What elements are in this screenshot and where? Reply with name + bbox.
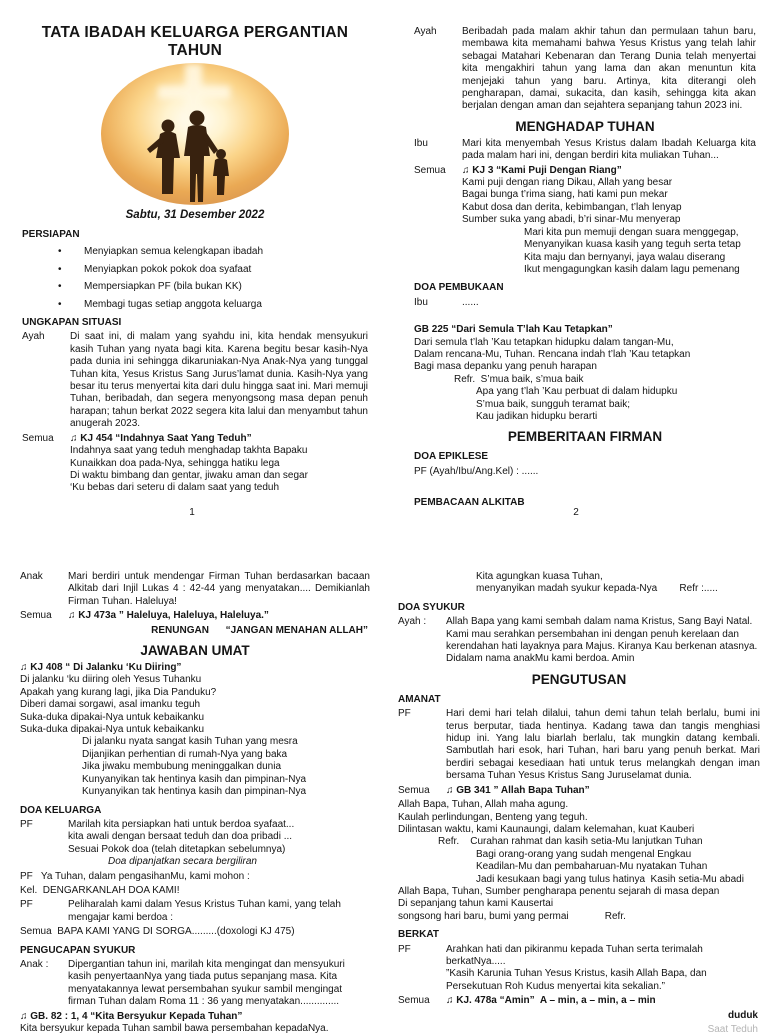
text-line: Indahnya saat yang teduh menghadap takhta Bapaku [70, 445, 308, 457]
role-label: Anak : [20, 958, 49, 970]
page-4-content [384, 565, 768, 1036]
section-heading: UNGKAPAN SITUASI [22, 317, 122, 329]
section-heading: DOA SYUKUR [398, 601, 465, 613]
text-line: ‘Ku bebas dari seteru di dalam saat yang teduh [70, 482, 280, 494]
role-lines [462, 26, 756, 113]
text-line: Hari demi hari telah dilalui, tahun demi tahun telah berlalu, bumi ini terus berputar, tiada hentinya. Kadang tawa dan tangis menghiasi hidup ini. Yang lalu biarlah berlalu, tak mungkin datang kembali. Sambutlah hari esok, hari Tuhan, hari baru yang penuh berkat. Mari berdiri sebagai kesediaan hati untuk terus melangkah dengan iman bersama Tuhan Yesus Kristus Sang Juruselamat dunia. [446, 708, 760, 782]
paragraph [398, 1024, 760, 1036]
text-line: Diberi damai sorgawi, asal imanku teguh [20, 699, 201, 711]
role-lines [462, 297, 756, 309]
role-lines [446, 708, 760, 782]
text-line: Mari berdiri untuk mendengar Firman Tuhan berdasarkan bacaan Alkitab dari Injil Lukas 4 : 42-44 yang menyatakan.... Demikianlah Firman Tuhan. Haleluya! [68, 571, 370, 607]
text-line: ...... [462, 296, 479, 308]
role-lines [68, 571, 370, 608]
role-paragraph [20, 571, 370, 608]
page-3 [0, 565, 384, 1034]
text-line: Dalam rencana-Mu, Tuhan. Rencana indah t’lah ’Kau tetapkan [414, 348, 691, 360]
text-line: Di waktu bimbang dan gentar, jiwaku aman dan segar [70, 469, 308, 481]
text-line: Arahkan hati dan pikiranmu kepada Tuhan serta terimalah berkatNya..... [446, 943, 706, 967]
role-lines [446, 944, 760, 994]
family-photo [22, 62, 368, 206]
page-number-1: 1 [189, 507, 195, 518]
role-label: Ibu [414, 296, 428, 308]
bullet-text: Menyiapkan pokok pokok doa syafaat [84, 263, 252, 275]
text-line: Refr. S’mua baik, s’mua baik [454, 373, 584, 385]
paragraph [414, 466, 756, 478]
role-paragraph [20, 610, 370, 622]
text-line: ♫ KJ 3 “Kami Puji Dengan Riang” [462, 164, 622, 176]
text-line: ♫ KJ 454 “Indahnya Saat Yang Teduh” [70, 432, 252, 444]
text-line: Peliharalah kami dalam Yesus Kristus Tuhan kami, yang telah mengajar kami berdoa : [68, 899, 344, 923]
text-line: Allah Bapa yang kami sembah dalam nama Kristus, Sang Bayi Natal. Kami mau serahkan persembahan ini dengan penuh kerelaan dan kerendahan hati layaknya para Majus. Kiranya Kau berkenan atasnya. Didalam nama anakMu kami berdoa. Amin [446, 616, 761, 665]
text-line: menyanyikan madah syukur kepada-Nya Refr :..... [476, 583, 718, 595]
bullet-text: Menyiapkan semua kelengkapan ibadah [84, 246, 264, 258]
text-line: Di saat ini, di malam yang syahdu ini, kita hendak mensyukuri kasih Tuhan yang nyata bagi kita. Karena begitu besar kasih-Nya pada dunia ini sehingga dikaruniakan-Nya Anak-Nya yang tunggal Tuhan kita, Yesus Kristus Sang Jurus’lamat dunia. Kasih-Nya yang besar itu terus menyertai kita dari dulu hingga saat ini. Mari memuji Tuhan, beribadah, dan segera menyongsong masa depan penuh harapan; tahun berkat 2022 segera kita lalui dan menyambut tahun anugerah 2023. [70, 331, 368, 430]
text-line: Semua BAPA KAMI YANG DI SORGA.........(doxologi KJ 475) [20, 926, 295, 938]
role-label: PF [20, 899, 33, 911]
role-paragraph [20, 959, 370, 1009]
role-lines [446, 616, 760, 666]
paragraph [20, 871, 370, 883]
bullet-icon: • [58, 246, 62, 258]
text-line: Kau jadikan hidupku berarti [476, 410, 598, 422]
role-lines [68, 819, 370, 869]
paragraph [20, 926, 370, 938]
paragraph [414, 324, 756, 423]
text-line: Bagi orang-orang yang sudah mengenal Engkau [476, 848, 692, 860]
bullet-item [22, 281, 368, 293]
role-label: PF [398, 943, 411, 955]
text-line: Jika jiwaku membubung meninggalkan dunia [82, 761, 282, 773]
text-line: ♫ GB 341 ” Allah Bapa Tuhan” [446, 784, 590, 796]
text-line: Kami puji dengan riang Dikau, Allah yang besar [462, 177, 673, 189]
text-line: GB 225 “Dari Semula T’lah Kau Tetapkan” [414, 324, 613, 336]
paragraph [20, 662, 370, 798]
liturgy-part-heading: JAWABAN UMAT [140, 643, 250, 659]
page-number-2: 2 [573, 507, 579, 518]
role-lines [68, 610, 370, 622]
role-lines [70, 433, 368, 495]
text-line: Marilah kita persiapkan hati untuk berdoa syafaat... [68, 818, 295, 830]
role-lines [68, 959, 370, 1009]
text-line: Apa yang t’lah ’Kau perbuat di dalam hidupku [476, 386, 678, 398]
text-line: Bagai bunga t’rima siang, hati kami pun mekar [462, 189, 668, 201]
role-label: Semua [398, 995, 430, 1007]
text-line: Saat Teduh [707, 1024, 758, 1035]
paragraph [20, 625, 370, 637]
role-lines [68, 899, 370, 924]
text-line: Refr. Curahan rahmat dan kasih setia-Mu lanjutkan Tuhan [438, 836, 703, 848]
text-line: RENUNGAN “JANGAN MENAHAN ALLAH” [151, 624, 368, 636]
family-photo-svg [100, 62, 290, 206]
text-line: Dari semula t’lah ’Kau tetapkan hidupku dalam tangan-Mu, [414, 336, 674, 348]
liturgy-part-heading: PEMBERITAAN FIRMAN [507, 429, 663, 445]
section-heading: DOA KELUARGA [20, 804, 102, 816]
text-line: Di jalanku ‘ku diiring oleh Yesus Tuhanku [20, 674, 202, 686]
bullet-list [22, 246, 368, 311]
bullet-item [22, 264, 368, 276]
text-line: Mari kita pun memuji dengan suara menggegap, [524, 226, 739, 238]
liturgy-part-heading: PENGUTUSAN [531, 671, 627, 687]
role-label: PF [20, 818, 33, 830]
text-line: Mari kita menyembah Yesus Kristus dalam Ibadah Keluarga kita pada malam hari ini, dengan berdiri kita muliakan Tuhan... [462, 137, 756, 162]
liturgy-part-heading: MENGHADAP TUHAN [515, 118, 655, 134]
section-heading: PENGUCAPAN SYUKUR [20, 944, 136, 956]
text-line: Menyanyikan kuasa kasih yang teguh serta tetap [524, 239, 741, 251]
paragraph [398, 1010, 760, 1022]
role-lines [462, 165, 756, 277]
text-line: PF (Ayah/Ibu/Ang.Kel) : ...... [414, 465, 539, 477]
paragraph [20, 885, 370, 897]
role-paragraph [20, 819, 370, 869]
bullet-text: Membagi tugas setiap anggota keluarga [84, 298, 262, 310]
text-line: Di sepanjang tahun kami Kausertai [398, 898, 554, 910]
role-label: Semua [414, 164, 446, 176]
role-paragraph [414, 165, 756, 277]
page-2 [384, 0, 768, 565]
bullet-item [22, 246, 368, 258]
text-line: ♫ KJ 408 “ Di Jalanku ‘Ku Diiring” [20, 662, 182, 674]
role-paragraph [414, 26, 756, 113]
bullet-icon: • [58, 298, 62, 310]
bullet-item [22, 299, 368, 311]
text-line: Kunyanyikan tak hentinya kasih dan pimpinan-Nya [82, 786, 307, 798]
text-line: Suka-duka dipakai-Nya untuk kebaikanku [20, 711, 204, 723]
text-line: Apakah yang kurang lagi, jika Dia Panduku? [20, 686, 217, 698]
text-line: PF Ya Tuhan, dalam pengasihanMu, kami mohon : [20, 870, 250, 882]
text-line: songsong hari baru, bumi yang permai Refr. [398, 910, 626, 922]
text-line: Sumber suka yang abadi, b’ri sinar-Mu menyerap [462, 214, 681, 226]
spacer [414, 478, 756, 491]
text-line: ♫ KJ. 478a “Amin” A – min, a – min, a – min [446, 995, 656, 1007]
section-heading: BERKAT [398, 929, 439, 941]
section-heading: DOA PEMBUKAAN [414, 282, 504, 294]
text-line: Doa dipanjatkan secara bergiliran [108, 856, 257, 868]
section-heading: PERSIAPAN [22, 229, 80, 240]
role-label: Semua [20, 610, 52, 622]
text-line: Sesuai Pokok doa (telah ditetapkan sebelumnya) [68, 843, 286, 855]
document-date: Sabtu, 31 Desember 2022 [125, 209, 265, 221]
role-paragraph [398, 995, 760, 1007]
role-paragraph [398, 616, 760, 666]
text-line: Jadi kesukaan bagi yang tulus hatinya Kasih setia-Mu abadi [476, 873, 744, 885]
text-line: Kita bersyukur kepada Tuhan sambil bawa persembahan kepadaNya. [20, 1023, 329, 1034]
role-paragraph [22, 433, 368, 495]
text-line: ♫ KJ 473a ” Haleluya, Haleluya, Haleluya.” [68, 610, 269, 622]
role-paragraph [414, 297, 756, 309]
text-line: Suka-duka dipakai-Nya untuk kebaikanku [20, 724, 204, 736]
section-heading: DOA EPIKLESE [414, 451, 489, 463]
role-paragraph [398, 785, 760, 797]
text-line: ♫ GB. 82 : 1, 4 “Kita Bersyukur Kepada Tuhan” [20, 1010, 243, 1022]
role-label: Ayah : [398, 616, 427, 628]
section-heading: AMANAT [398, 693, 441, 705]
text-line: Kunaikkan doa pada-Nya, sehingga hatiku lega [70, 457, 280, 469]
text-line: Allah Bapa, Tuhan, Sumber pengharapa penentu sejarah di masa depan [398, 885, 720, 897]
text-line: kita awali dengan bersaat teduh dan doa pribadi ... [68, 831, 293, 843]
text-line: Beribadah pada malam akhir tahun dan permulaan tahun baru, membawa kita memahami bahwa Yesus Kristus yang telah lahir sebagai Matahari Kebenaran dan Terang Dunia telah menyertai kita mengakhiri tahun yang lama dan akan menuntun kita menjejaki tahun yang baru. Artinya, kita diterangi oleh pengharapan, damai, sukacita, dan kasih, sehingga kita akan berjalan dengan aman dan sejahtera sepanjang tahun 2023 ini. [462, 26, 756, 112]
text-line: Bagi masa depanku yang penuh harapan [414, 361, 597, 373]
role-paragraph [20, 899, 370, 924]
role-paragraph [414, 138, 756, 163]
text-line: Kita maju dan bernyanyi, jaya walau diserang [524, 251, 726, 263]
role-paragraph [22, 331, 368, 430]
text-line: Kaulah perlindungan, Benteng yang teguh. [398, 811, 588, 823]
text-line: Di jalanku nyata sangat kasih Tuhan yang mesra [82, 736, 298, 748]
role-label: Ibu [414, 137, 428, 149]
paragraph [398, 571, 760, 596]
text-line: ”Kasih Karunia Tuhan Yesus Kristus, kasih Allah Bapa, dan Persekutuan Roh Kudus menyertai kita sekalian.” [446, 968, 710, 992]
text-line: Kabut dosa dan derita, kebimbangan, t’lah lenyap [462, 201, 682, 213]
text-line: duduk [728, 1009, 758, 1021]
text-line: Ikut mengagungkan kasih dalam lagu pemenang [524, 263, 740, 275]
role-label: Semua [398, 784, 430, 796]
text-line: Dipergantian tahun ini, marilah kita mengingat dan mensyukuri kasih penyertaanNya yang tiada putus sepanjang masa. Kita menyatakannya lewat persembahan syukur sambil mengingat firman Tuhan dalam Roma 11 : 36 yang menyatakan.............. [68, 958, 348, 1008]
text-line: Kel. DENGARKANLAH DOA KAMI! [20, 884, 180, 896]
role-paragraph [398, 944, 760, 994]
role-label: Ayah [414, 26, 437, 37]
role-label: PF [398, 708, 411, 720]
role-lines [462, 138, 756, 163]
page-1-content [0, 0, 384, 495]
role-lines [446, 995, 760, 1007]
paragraph [20, 1011, 370, 1036]
role-paragraph [398, 708, 760, 782]
text-line: S’mua baik, sungguh teramat baik; [476, 398, 630, 410]
role-label: Semua [22, 432, 54, 444]
page-2-content [384, 0, 768, 510]
page-4 [384, 565, 768, 1035]
role-lines [70, 331, 368, 430]
role-label: Ayah [22, 331, 45, 343]
spacer [414, 309, 756, 322]
page-3-content [0, 565, 384, 1035]
bullet-icon: • [58, 263, 62, 275]
role-lines [446, 785, 760, 797]
document-title: TATA IBADAH KELUARGA PERGANTIAN TAHUN [41, 24, 349, 59]
bullet-icon: • [58, 281, 62, 293]
text-line: Kunyanyikan tak hentinya kasih dan pimpinan-Nya [82, 773, 307, 785]
text-line: Keadilan-Mu dan pembaharuan-Mu nyatakan Tuhan [476, 861, 708, 873]
text-line: Kita agungkan kuasa Tuhan, [476, 571, 603, 582]
bullet-text: Mempersiapkan PF (bila bukan KK) [84, 281, 242, 293]
page-1 [0, 0, 384, 565]
text-line: Allah Bapa, Tuhan, Allah maha agung. [398, 799, 569, 811]
paragraph [398, 799, 760, 923]
text-line: Dijanjikan perhentian di rumah-Nya yang baka [82, 748, 288, 760]
section-heading: PEMBACAAN ALKITAB [414, 497, 525, 509]
role-label: Anak [20, 571, 43, 582]
text-line: Dilintasan waktu, kami Kaunaungi, dalam kelemahan, kuat Kauberi [398, 823, 695, 835]
